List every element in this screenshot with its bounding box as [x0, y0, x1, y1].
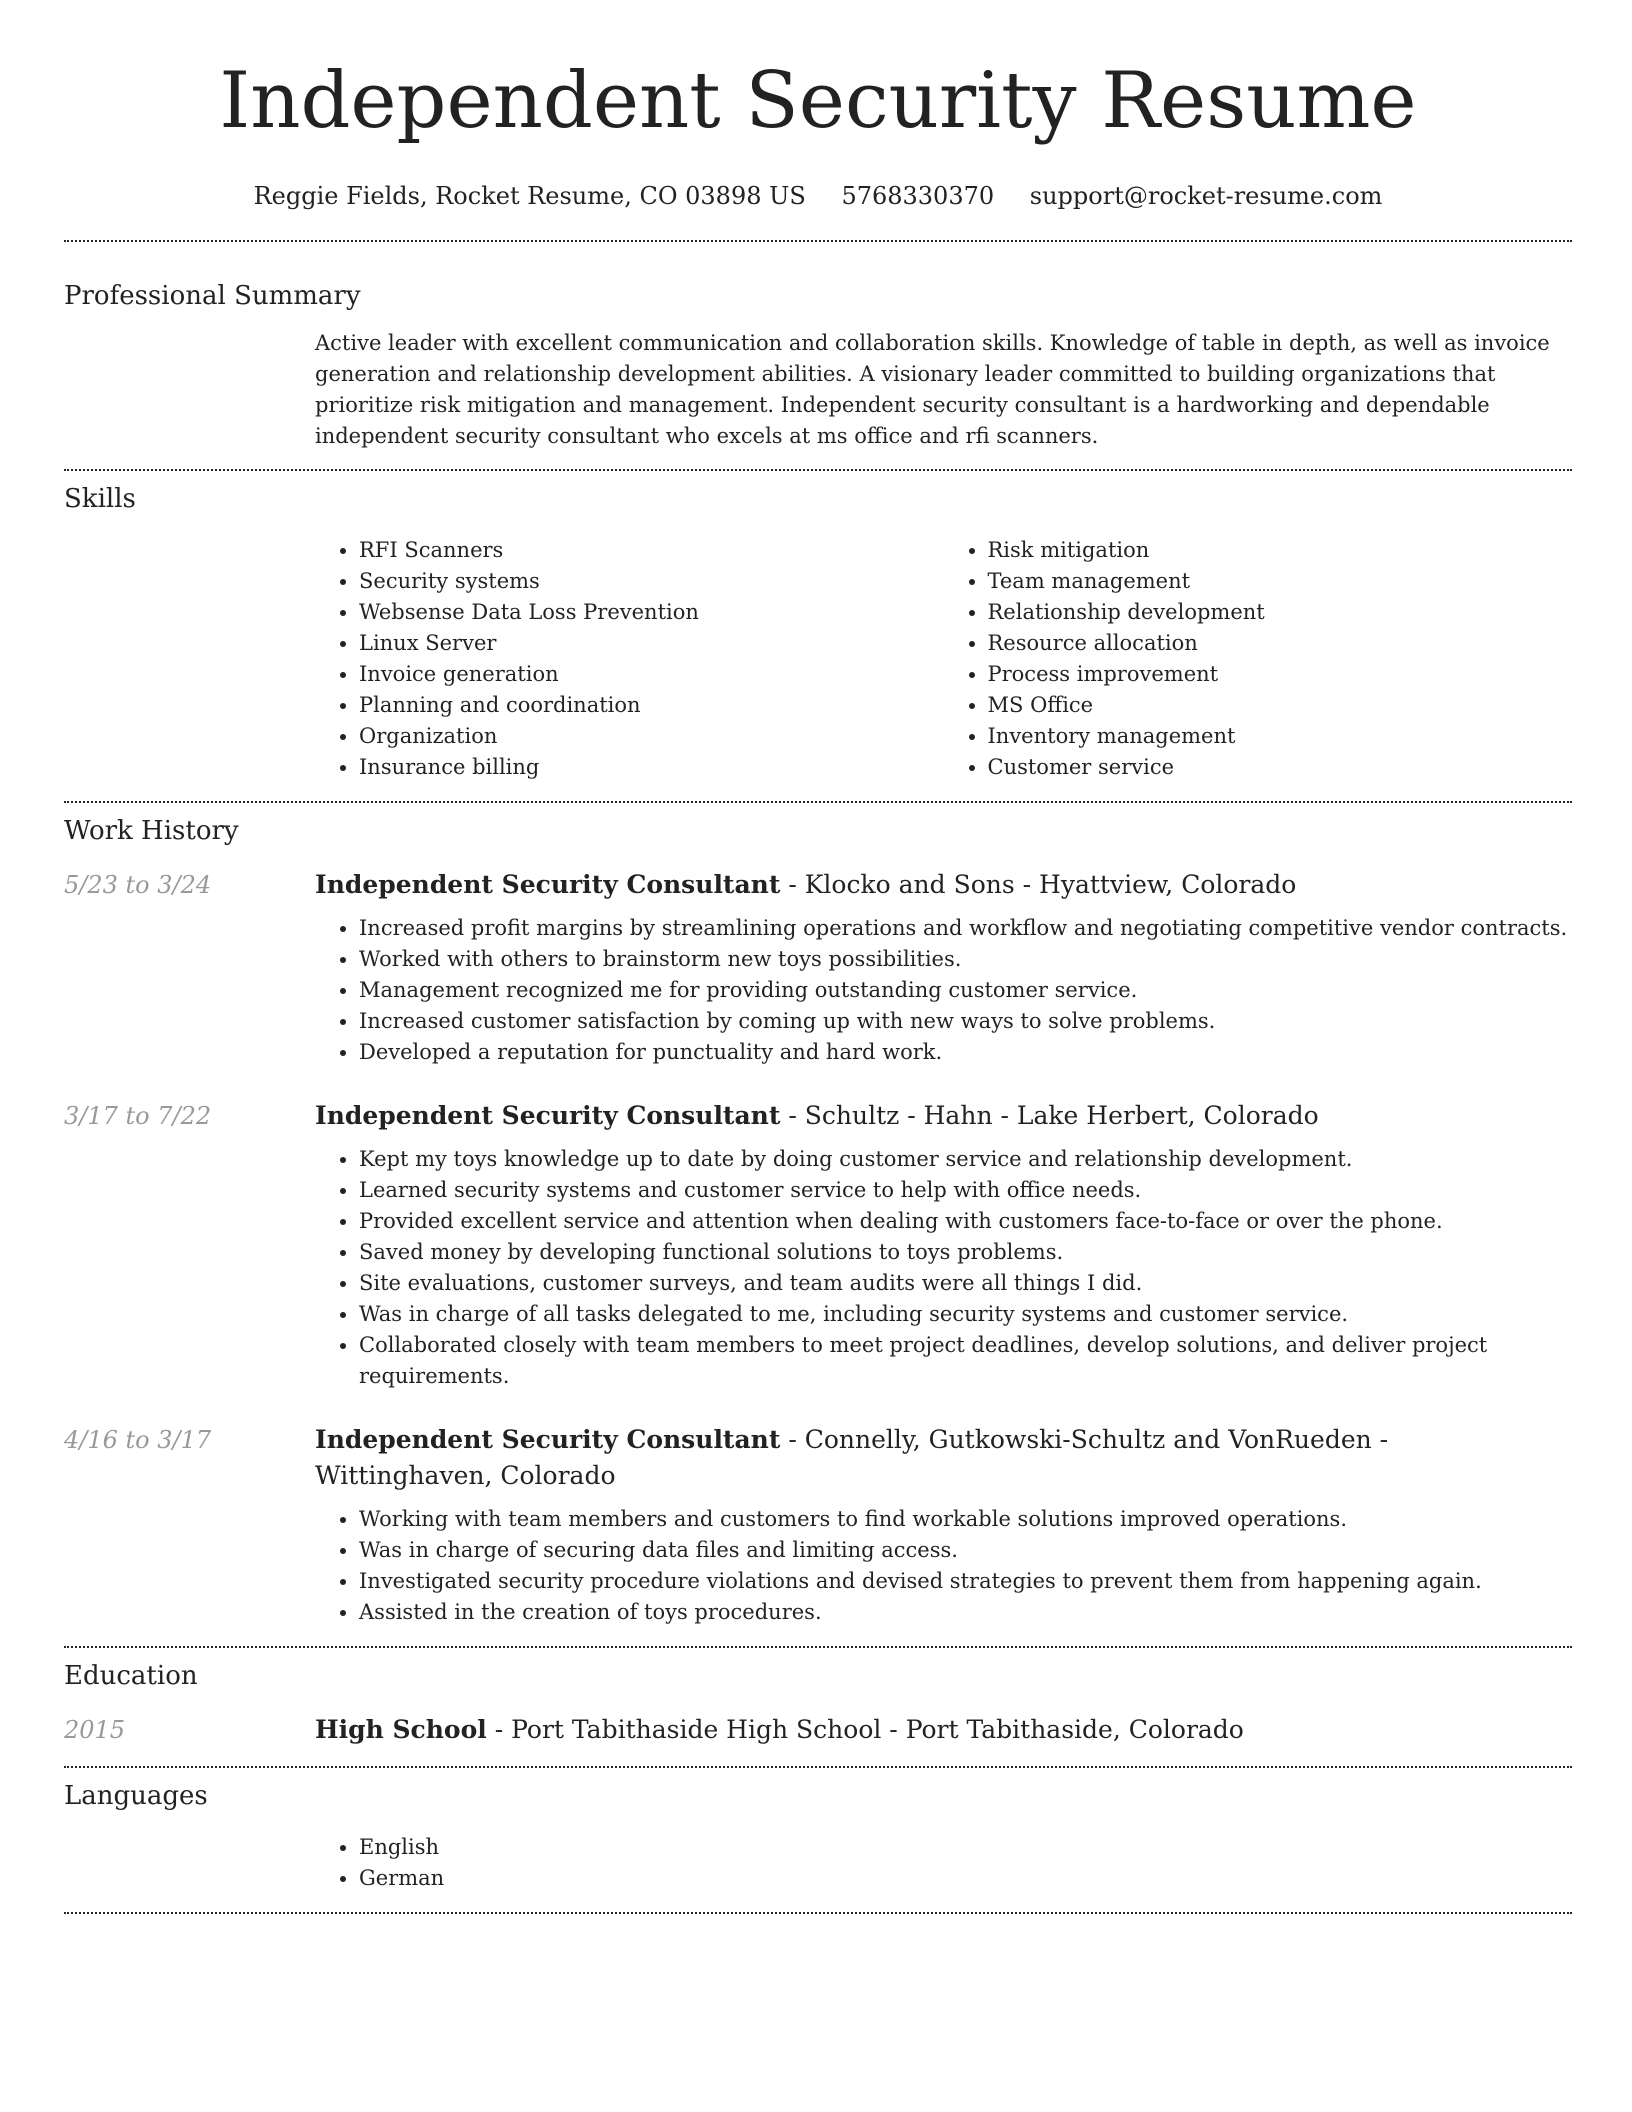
job-entry [64, 867, 1572, 1068]
divider [64, 469, 1572, 471]
languages-list [315, 1832, 1572, 1894]
divider [64, 1646, 1572, 1648]
skill-item: • Planning and coordination [359, 690, 944, 721]
job-role: Independent Security Consultant [315, 870, 781, 899]
divider [64, 240, 1572, 242]
contact-line [64, 176, 1572, 216]
summary-section-title: Professional Summary [64, 281, 361, 311]
skill-item: • Linux Server [359, 628, 944, 659]
skill-item: • RFI Scanners [359, 535, 944, 566]
job-bullets [315, 1144, 1572, 1392]
job-heading [315, 867, 1572, 903]
skill-item: • Invoice generation [359, 659, 944, 690]
job-bullet: • Investigated security procedure violations and devised strategies to prevent them from happening again. [359, 1566, 1572, 1597]
skill-item: • Customer service [988, 752, 1573, 783]
job-role: Independent Security Consultant [315, 1101, 781, 1130]
job-bullet: • Was in charge of securing data files and limiting access. [359, 1535, 1572, 1566]
resume-title: Independent Security Resume [219, 56, 1417, 146]
skill-item: • Process improvement [988, 659, 1573, 690]
skills-list [315, 535, 1572, 783]
job-dates: 4/16 to 3/17 [64, 1426, 212, 1454]
job-bullet: • Provided excellent service and attention when dealing with customers face-to-face or over the phone. [359, 1206, 1572, 1237]
job-details: - Connelly, Gutkowski-Schultz and VonRueden - Wittinghaven, Colorado [315, 1425, 1389, 1490]
job-role: Independent Security Consultant [315, 1425, 781, 1454]
job-bullet: • Increased customer satisfaction by coming up with new ways to solve problems. [359, 1006, 1572, 1037]
job-details: - Schultz - Hahn - Lake Herbert, Colorado [780, 1101, 1319, 1130]
skill-item: • Websense Data Loss Prevention [359, 597, 944, 628]
contact-email: support@rocket-resume.com [1029, 182, 1383, 210]
job-bullet: • Collaborated closely with team members to meet project deadlines, develop solutions, and deliver project requirements. [359, 1330, 1572, 1392]
job-bullet: • Working with team members and customers to find workable solutions improved operations. [359, 1504, 1572, 1535]
job-details: - Klocko and Sons - Hyattview, Colorado [780, 870, 1297, 899]
job-entry [64, 1422, 1572, 1628]
job-dates: 3/17 to 7/22 [64, 1102, 212, 1130]
job-dates: 5/23 to 3/24 [64, 871, 212, 899]
job-bullet: • Developed a reputation for punctuality and hard work. [359, 1037, 1572, 1068]
divider [64, 1912, 1572, 1914]
divider [64, 1766, 1572, 1768]
job-heading [315, 1098, 1572, 1134]
skill-item: • Security systems [359, 566, 944, 597]
job-bullet: • Assisted in the creation of toys procedures. [359, 1597, 1572, 1628]
skill-item: • Inventory management [988, 721, 1573, 752]
job-bullet: • Was in charge of all tasks delegated to me, including security systems and customer service. [359, 1299, 1572, 1330]
job-bullet: • Increased profit margins by streamlining operations and workflow and negotiating competitive vendor contracts. [359, 913, 1572, 944]
skill-item: • Resource allocation [988, 628, 1573, 659]
divider [64, 801, 1572, 803]
job-bullets [315, 913, 1572, 1068]
skills-section-title: Skills [64, 484, 136, 514]
job-bullet: • Worked with others to brainstorm new toys possibilities. [359, 944, 1572, 975]
job-bullet: • Management recognized me for providing outstanding customer service. [359, 975, 1572, 1006]
job-bullet: • Saved money by developing functional solutions to toys problems. [359, 1237, 1572, 1268]
job-bullet: • Learned security systems and customer service to help with office needs. [359, 1175, 1572, 1206]
language-item: • English [359, 1832, 1572, 1863]
skill-item: • Relationship development [988, 597, 1573, 628]
work-section-title: Work History [64, 816, 239, 846]
skill-item: • MS Office [988, 690, 1573, 721]
contact-phone: 5768330370 [841, 182, 995, 210]
education-year: 2015 [64, 1716, 126, 1744]
education-degree: High School [315, 1715, 487, 1744]
skills-column-right [944, 535, 1573, 783]
skills-column-left [315, 535, 944, 783]
summary-text: Active leader with excellent communication and collaboration skills. Knowledge of table in depth, as well as invoice generation and relationship development abilities. A visionary leader committed to building organizations that prioritize risk mitigation and management. Independent security consultant is a hardworking and dependable independent security consultant who excels at ms office and rfi scanners. [315, 331, 1550, 448]
job-heading [315, 1422, 1572, 1494]
education-details: - Port Tabithaside High School - Port Tabithaside, Colorado [486, 1715, 1244, 1744]
language-item: • German [359, 1863, 1572, 1894]
job-entry [64, 1098, 1572, 1392]
skill-item: • Insurance billing [359, 752, 944, 783]
job-bullet: • Site evaluations, customer surveys, and team audits were all things I did. [359, 1268, 1572, 1299]
contact-address: Reggie Fields, Rocket Resume, CO 03898 US [253, 182, 806, 210]
skill-item: • Organization [359, 721, 944, 752]
education-section-title: Education [64, 1661, 198, 1691]
resume-page [64, 0, 1572, 1914]
skill-item: • Team management [988, 566, 1573, 597]
job-bullet: • Kept my toys knowledge up to date by doing customer service and relationship development. [359, 1144, 1572, 1175]
education-entry [64, 1712, 1572, 1748]
skill-item: • Risk mitigation [988, 535, 1573, 566]
job-bullets [315, 1504, 1572, 1628]
languages-section-title: Languages [64, 1781, 208, 1811]
education-heading [315, 1712, 1572, 1748]
